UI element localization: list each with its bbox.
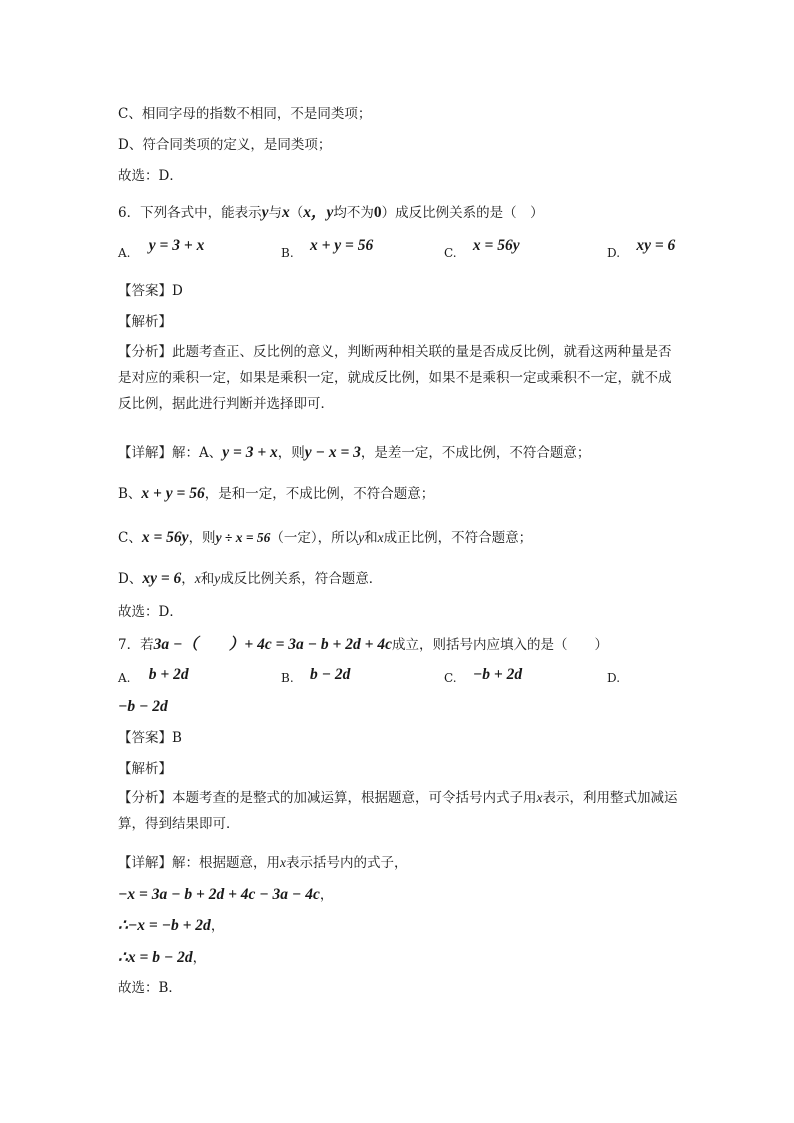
q6-option-c-expr: x = 56y: [472, 237, 520, 254]
q6-detail-a-expr2: y − x = 3: [304, 444, 361, 461]
q7-step-2-expr: ∴−x = −b + 2d: [118, 917, 211, 934]
q7-answer: 【答案】B: [118, 730, 182, 746]
q6-option-a-expr: y = 3 + x: [148, 237, 205, 254]
q7-detail: [118, 853, 408, 873]
q6-detail-d-post: 成反比例关系，符合题意．: [220, 571, 383, 587]
q6-option-a-label: A.: [118, 246, 131, 260]
q6-detail-b-post: ，是和一定，不成比例，不符合题意；: [204, 486, 435, 502]
q6-detail-d-pre: D、: [118, 571, 143, 587]
q6-option-b: [281, 237, 374, 263]
q7-option-d-expr: [118, 697, 168, 717]
q7-step-3-end: ，: [192, 950, 207, 966]
q6-option-d: [607, 237, 676, 263]
q7-option-b-expr: b − 2d: [309, 666, 351, 683]
q7-step-3-expr: ∴x = b − 2d: [118, 949, 193, 966]
q7-step-1-expr: −x = 3a − b + 2d + 4c − 3a − 4c: [118, 886, 320, 903]
q6-stem-c: 均不为: [333, 205, 374, 221]
q7-stem-a: 7．若: [118, 637, 154, 653]
q7-jiexi: 【解析】: [118, 761, 172, 777]
q7-option-a-expr: b + 2d: [148, 666, 189, 683]
q6-paren-open: （: [289, 205, 304, 221]
q6-option-d-expr: xy = 6: [636, 237, 676, 254]
q6-detail-c-x: x: [377, 530, 384, 545]
q7-option-b: [281, 668, 350, 688]
q6-detail-a: [118, 443, 590, 463]
q6-answer: 【答案】D: [118, 283, 183, 299]
q6-detail-d-comma: ，: [181, 571, 195, 587]
q7-analysis-a: 【分析】本题考查的是整式的加减运算，根据题意，可令括号内式子用: [118, 790, 537, 806]
q6-detail-c-post1: （一定），所以: [270, 530, 359, 546]
q6-detail-c-post2: 成正比例，不符合题意；: [383, 530, 533, 546]
q6-select: 故选：D．: [118, 604, 183, 620]
q6-zero: 0: [373, 204, 382, 221]
q6-vars-xy: x，y: [303, 204, 334, 221]
q7-option-d-expr-text: −b − 2d: [118, 698, 168, 715]
q6-detail-c-expr1: x = 56y: [141, 529, 189, 546]
q6-detail-a-expr1: y = 3 + x: [222, 444, 278, 461]
q6-detail-c: [118, 528, 532, 548]
q7-stem-b: 成立，则括号内应填入的是（ ）: [391, 637, 608, 653]
q7-detail-pre: 【详解】解：根据题意，用: [118, 855, 280, 871]
q7-option-d-label: D.: [607, 671, 621, 685]
q6-option-b-expr: x + y = 56: [309, 237, 374, 254]
q7-stem-expr: 3a −（ ）+ 4c = 3a − b + 2d + 4c: [153, 636, 392, 653]
q6-detail-c-y: y: [358, 530, 365, 545]
q6-detail-c-and: 和: [364, 530, 378, 546]
q7-detail-x: x: [280, 855, 286, 870]
q7-select: 故选：B．: [118, 980, 182, 996]
q6-stem-b: 与: [268, 205, 282, 221]
q6-stem: [118, 203, 544, 223]
q6-detail-c-mid: ，则: [188, 530, 216, 546]
q6-detail-b-pre: B、: [118, 486, 142, 502]
q6-jiexi: 【解析】: [118, 314, 172, 330]
q7-step-2: [118, 916, 224, 936]
q6-detail-a-post: ，是差一定，不成比例，不符合题意；: [360, 445, 591, 461]
q6-detail-b: [118, 484, 434, 504]
q6-detail-b-expr: x + y = 56: [141, 485, 205, 502]
q6-detail-a-pre: 【详解】解：A、: [118, 445, 223, 461]
q6-option-c: [444, 237, 520, 263]
q6-detail-d-x: x: [194, 571, 201, 586]
q7-stem: [118, 635, 608, 655]
q6-detail-d: [118, 569, 382, 589]
q6-detail-c-expr2: y ÷ x = 56: [215, 530, 271, 545]
q6-var-x: x: [281, 204, 290, 221]
q7-option-d: [607, 668, 620, 688]
q7-option-a: [118, 668, 189, 688]
line-select-prev: 故选：D．: [118, 168, 183, 184]
q7-step-1-end: ，: [319, 887, 334, 903]
q6-stem-d: ）成反比例关系的是（ ）: [381, 205, 544, 221]
q6-detail-c-pre: C、: [118, 530, 142, 546]
q6-option-d-label: D.: [607, 246, 621, 260]
q7-option-c-expr: −b + 2d: [472, 666, 523, 683]
q6-option-b-label: B.: [281, 246, 294, 260]
q7-analysis-b: 表示，利用整式加减运算，得到结果即可．: [118, 790, 678, 832]
q6-detail-a-mid: ，则: [277, 445, 305, 461]
q6-detail-d-y: y: [214, 571, 221, 586]
line-option-d-prev: D、符合同类项的定义，是同类项；: [118, 137, 332, 153]
q6-stem-a: 6．下列各式中，能表示: [118, 205, 262, 221]
q7-option-c-label: C.: [444, 671, 457, 685]
q7-step-3: [118, 948, 206, 968]
q6-detail-d-expr: xy = 6: [142, 570, 182, 587]
q7-step-2-end: ，: [210, 918, 225, 934]
q7-step-1: [118, 885, 333, 905]
q7-analysis: [118, 785, 678, 837]
q6-option-c-label: C.: [444, 246, 457, 260]
q6-analysis: 【分析】此题考查正、反比例的意义，判断两种相关联的量是否成反比例，就看这两种量是否是对应的乘积一定，如果是乘积一定，就成反比例，如果不是乘积一定或乘积不一定，就不成反比例，据此进行判断并选择即可．: [118, 344, 672, 412]
q7-detail-post: 表示括号内的式子，: [286, 855, 408, 871]
line-option-c-prev: C、相同字母的指数不相同，不是同类项；: [118, 106, 372, 122]
q6-var-y: y: [261, 204, 269, 221]
q7-option-c: [444, 668, 522, 688]
q7-analysis-x: x: [536, 790, 543, 805]
q6-detail-d-and: 和: [200, 571, 215, 587]
q7-option-a-label: A.: [118, 671, 131, 685]
q7-option-b-label: B.: [281, 671, 294, 685]
q6-option-a: [118, 237, 205, 263]
